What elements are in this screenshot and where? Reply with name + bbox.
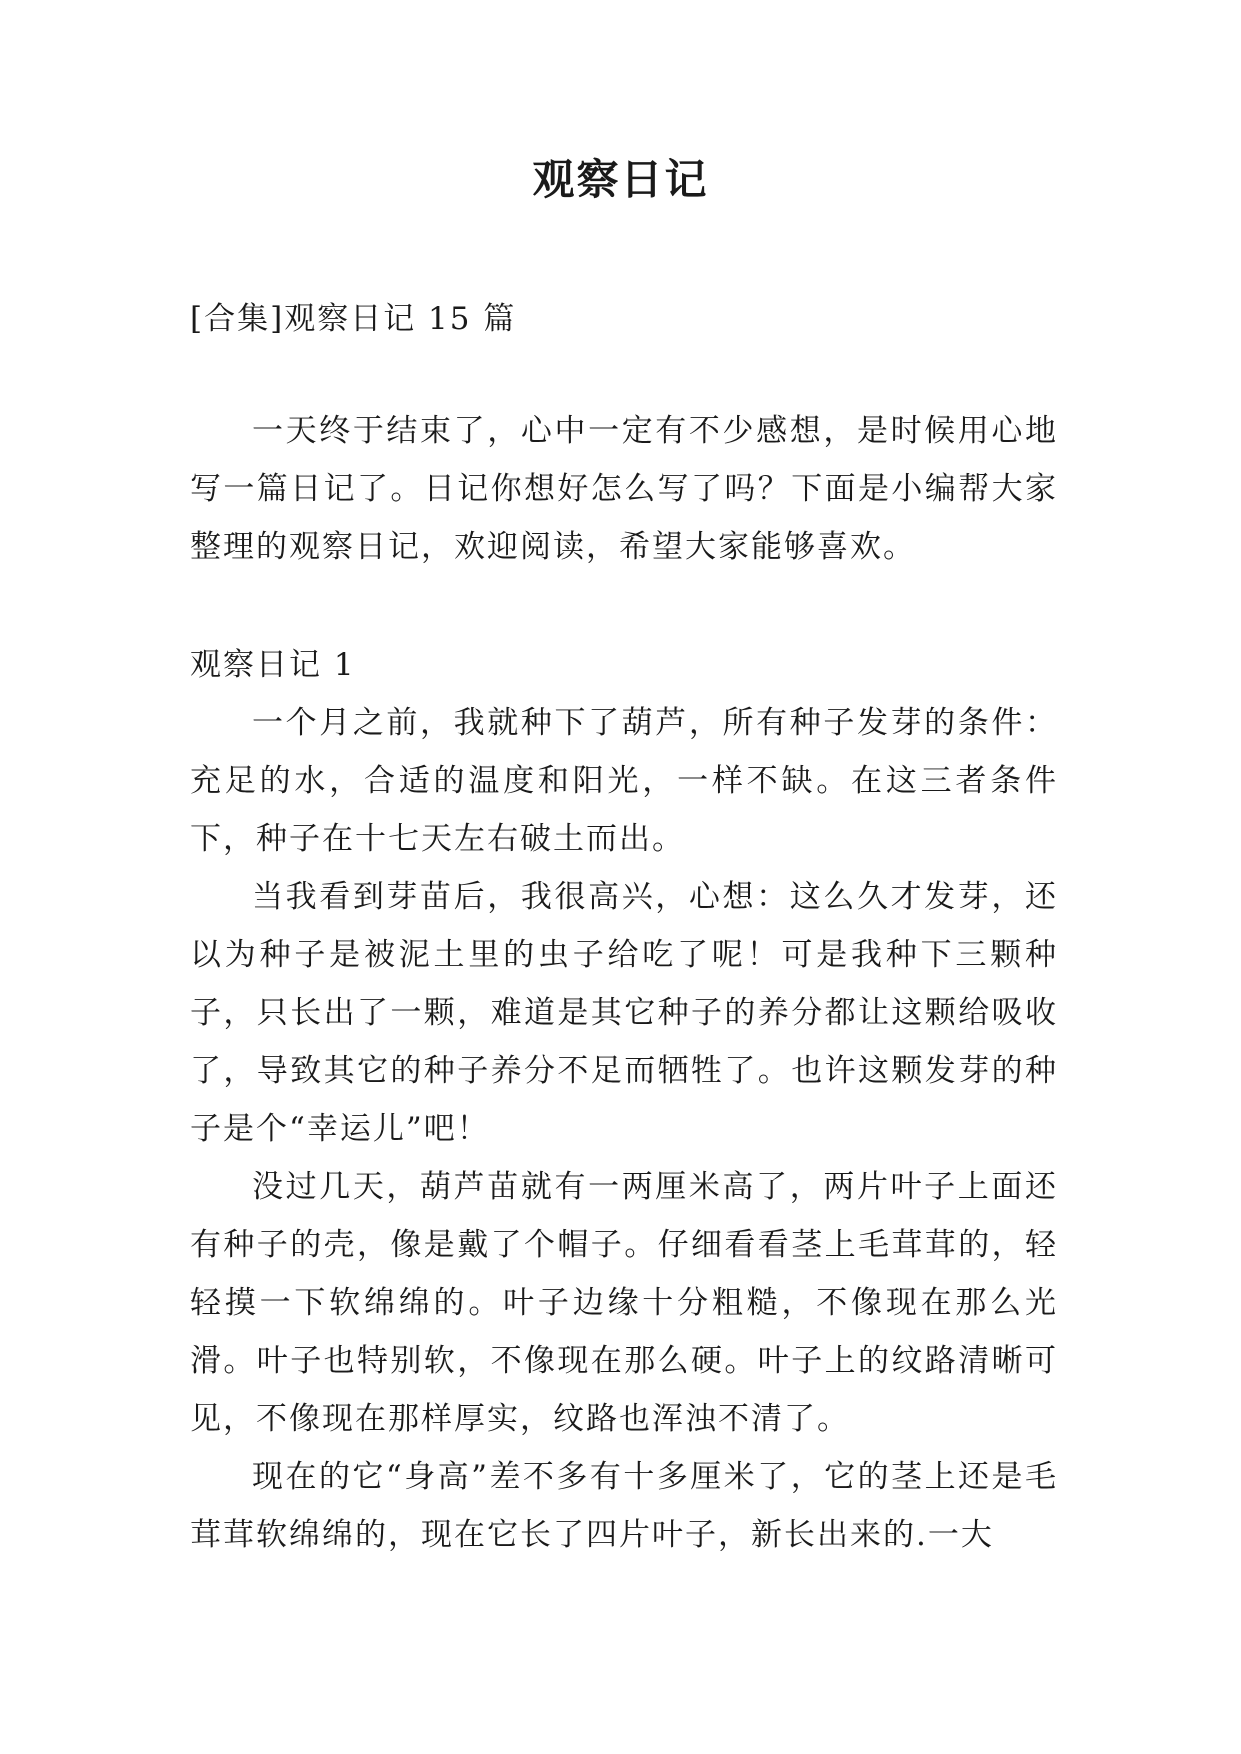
section-heading: 观察日记 1 <box>190 647 356 683</box>
body-paragraph: 当我看到芽苗后，我很高兴，心想：这么久才发芽，还以为种子是被泥土里的虫子给吃了呢！可是我种下三颗种子，只长出了一颗，难道是其它种子的养分都让这颗给吸收了，导致其它的种子养分不足而牺牲了。也许这颗发芽的种子是个“幸运儿”吧！ <box>190 879 1058 1147</box>
body-paragraph: 一个月之前，我就种下了葫芦，所有种子发芽的条件：充足的水，合适的温度和阳光，一样不缺。在这三者条件下，种子在十七天左右破土而出。 <box>190 705 1058 857</box>
collection-subtitle: [合集]观察日记 15 篇 <box>190 301 517 337</box>
page-title: 观察日记 <box>532 155 709 204</box>
intro-paragraph <box>190 402 1058 576</box>
body-paragraph: 没过几天，葫芦苗就有一两厘米高了，两片叶子上面还有种子的壳，像是戴了个帽子。仔细看看茎上毛茸茸的，轻轻摸一下软绵绵的。叶子边缘十分粗糙，不像现在那么光滑。叶子也特别软，不像现在那么硬。叶子上的纹路清晰可见，不像现在那样厚实，纹路也浑浊不清了。 <box>190 1169 1058 1437</box>
intro-text: 一天终于结束了，心中一定有不少感想，是时候用心地写一篇日记了。日记你想好怎么写了吗？下面是小编帮大家整理的观察日记，欢迎阅读，希望大家能够喜欢。 <box>190 413 1058 565</box>
body-paragraph: 现在的它“身高”差不多有十多厘米了，它的茎上还是毛茸茸软绵绵的，现在它长了四片叶子，新长出来的.一大 <box>190 1459 1058 1553</box>
section-body <box>190 694 1058 1564</box>
